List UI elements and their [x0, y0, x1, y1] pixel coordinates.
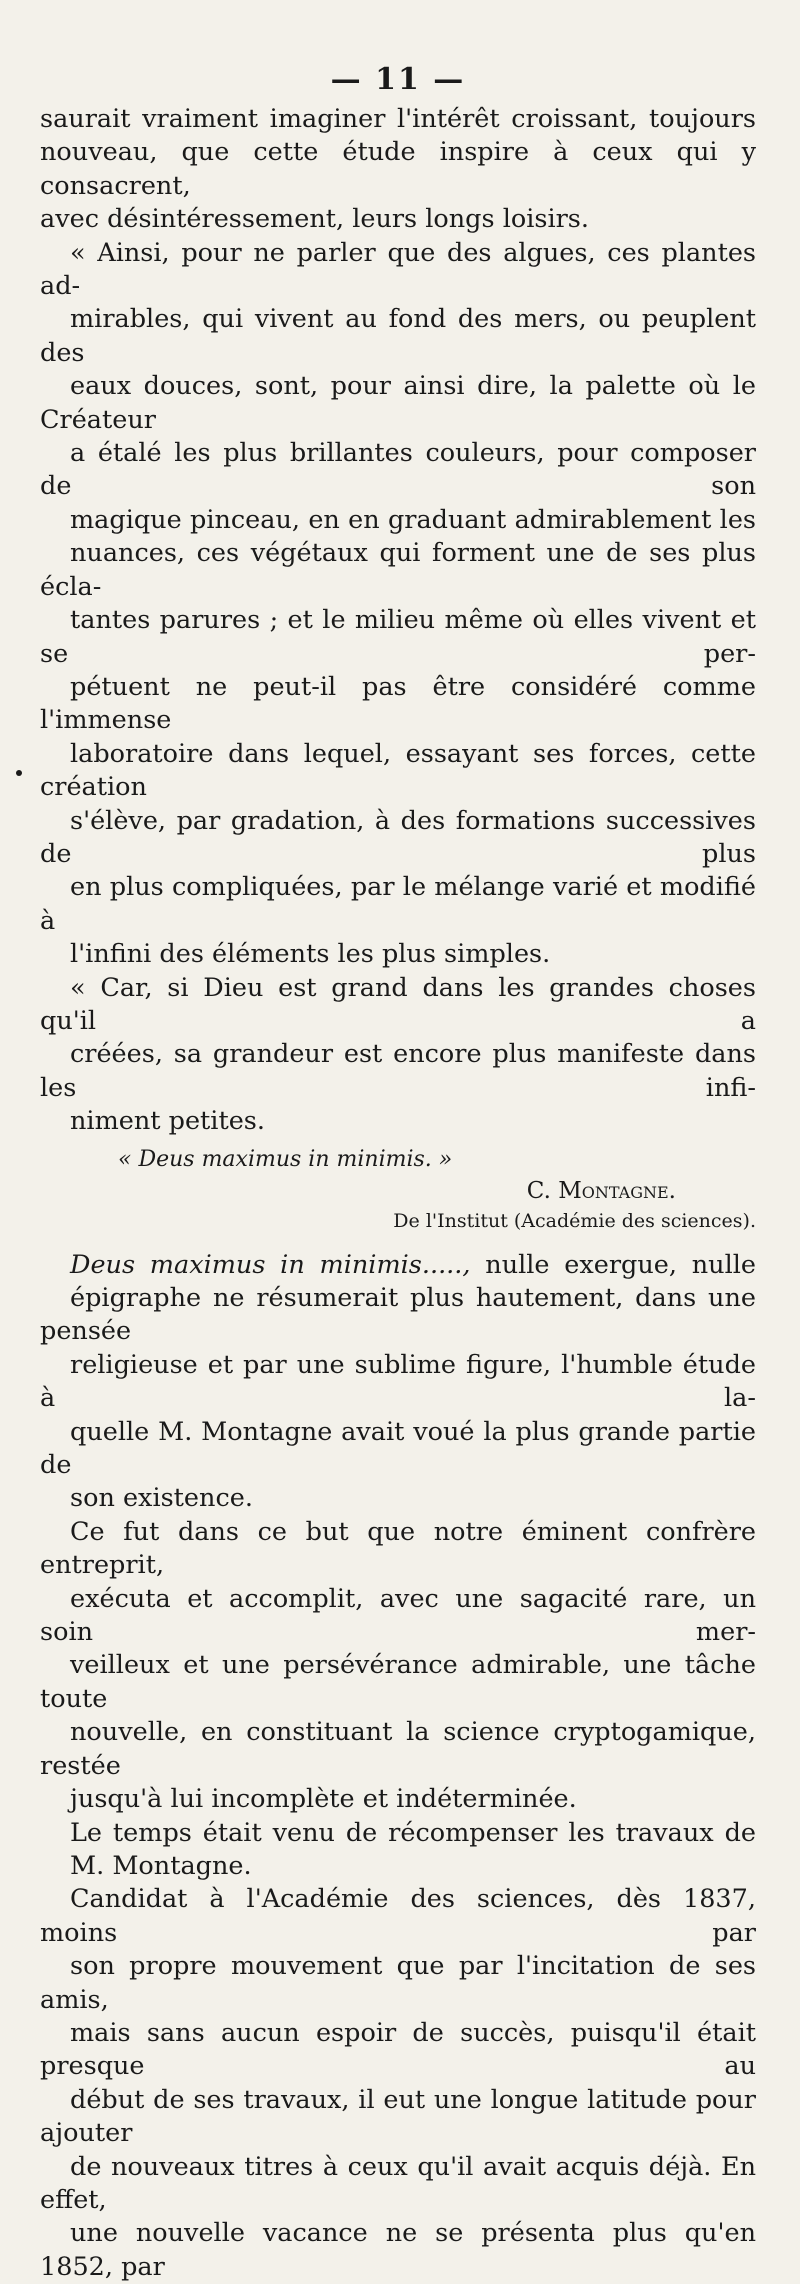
text-line: religieuse et par une sublime figure, l'humble étude à la-	[40, 1349, 756, 1414]
text-line: nouvelle, en constituant la science cryptogamique, restée	[40, 1717, 756, 1781]
text-line: s'élève, par gradation, à des formations successives de plus	[40, 805, 756, 869]
margin-ink-dot	[16, 770, 22, 776]
text-line: avec désintéressement, leurs longs loisirs.	[40, 204, 589, 235]
motto: « Deus maximus in minimis. »	[118, 1146, 453, 1172]
text-line: veilleux et une persévérance admirable, une tâche toute	[40, 1650, 756, 1714]
text-line: début de ses travaux, il eut une longue latitude pour ajouter	[40, 2084, 756, 2149]
text-line: nuances, ces végétaux qui forment une de ses plus écla-	[40, 538, 756, 602]
text-line: « Ainsi, pour ne parler que des algues, ces plantes ad-	[40, 237, 756, 302]
text-line: a étalé les plus brillantes couleurs, pour composer de son	[40, 438, 756, 502]
text-line: mirables, qui vivent au fond des mers, ou peuplent des	[40, 304, 756, 368]
text-line: son propre mouvement que par l'incitation de ses amis,	[40, 1951, 756, 2015]
text-line	[40, 1249, 756, 1282]
page-number: — 11 —	[330, 62, 466, 97]
text-line: épigraphe ne résumerait plus hautement, dans une pensée	[40, 1283, 756, 1347]
text-line: jusqu'à lui incomplète et indéterminée.	[70, 1784, 577, 1815]
text-line: tantes parures ; et le milieu même où elles vivent et se per-	[40, 605, 756, 669]
text-line: laboratoire dans lequel, essayant ses forces, cette création	[40, 738, 756, 803]
italic-quote: Deus maximus in minimis.....,	[70, 1249, 471, 1280]
text-line: en plus compliquées, par le mélange varié et modifié à	[40, 872, 756, 936]
text-line: magique pinceau, en en graduant admirablement les	[70, 504, 756, 535]
text-line: de nouveaux titres à ceux qu'il avait acquis déjà. En effet,	[40, 2151, 756, 2215]
text-line: quelle M. Montagne avait voué la plus grande partie de	[40, 1416, 756, 1481]
text-line: saurait vraiment imaginer l'intérêt croissant, toujours	[40, 104, 756, 134]
text-line: niment petites.	[70, 1106, 265, 1137]
text-line: Ce fut dans ce but que notre éminent confrère entreprit,	[40, 1516, 756, 1581]
text-line: l'infini des éléments les plus simples.	[70, 939, 551, 970]
text-line: « Car, si Dieu est grand dans les grandes choses qu'il a	[40, 972, 756, 1036]
text-line: M. Montagne.	[70, 1850, 252, 1881]
text-line: Le temps était venu de récompenser les travaux de	[70, 1817, 756, 1848]
text-line: pétuent ne peut-il pas être considéré comme l'immense	[40, 671, 756, 736]
text-line: eaux douces, sont, pour ainsi dire, la palette où le Créateur	[40, 371, 756, 435]
text-line: exécuta et accomplit, avec une sagacité rare, un soin mer-	[40, 1583, 756, 1648]
text-line: une nouvelle vacance ne se présenta plus qu'en 1852, par	[40, 2218, 756, 2282]
paragraph-6	[40, 1817, 756, 1884]
text-fragment: nulle exergue, nulle	[470, 1249, 756, 1280]
text-line: Candidat à l'Académie des sciences, dès 1837, moins par	[40, 1884, 756, 1948]
text-line: mais sans aucun espoir de succès, puisqu'il était presque au	[40, 2017, 756, 2082]
paragraph-4	[40, 1249, 756, 1516]
signature-initial: C.	[526, 1177, 551, 1204]
signature-name: Montagne.	[558, 1177, 676, 1204]
text-line: son existence.	[70, 1483, 253, 1514]
paragraph-1	[40, 103, 756, 237]
text-line: créées, sa grandeur est encore plus manifeste dans les infi-	[40, 1039, 756, 1103]
paragraph-3	[40, 972, 756, 1139]
affiliation: De l'Institut (Académie des sciences).	[393, 1209, 756, 1232]
text-line: nouveau, que cette étude inspire à ceux qui y consacrent,	[40, 137, 756, 201]
paragraph-7	[40, 1883, 756, 2284]
paragraph-5	[40, 1516, 756, 1817]
signature	[40, 1175, 676, 1207]
paragraph-2	[40, 237, 756, 972]
